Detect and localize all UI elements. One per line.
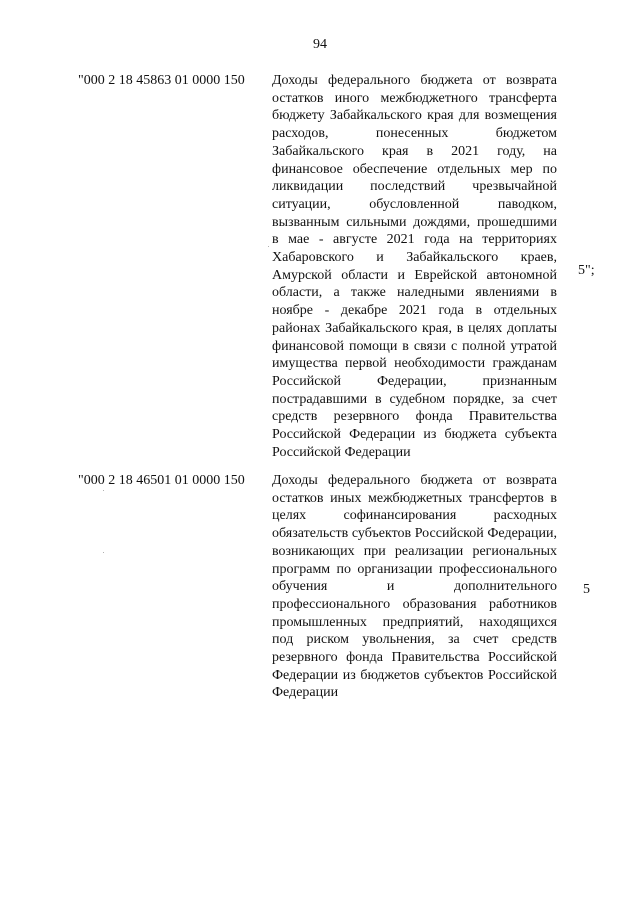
scan-speck [103,552,104,553]
budget-classification-code: "000 2 18 45863 01 0000 150 [78,73,245,88]
amount-value: 5"; [578,263,595,278]
page-number: 94 [313,37,327,52]
scan-speck [268,246,269,247]
revenue-description: Доходы федерального бюджета от возврата остатков иных межбюджетных трансфертов в целях софинансирования расходных обязательств субъектов Российской Федерации, возникающих при реализации региональных программ по организации профессионального обучения и дополнительного профессионального образования работников промышленных предприятий, находящихся под риском увольнения, за счет средств резервного фонда Правительства Российской Федерации из бюджетов субъектов Российской Федерации [272,473,557,701]
budget-classification-code: "000 2 18 46501 01 0000 150 [78,473,245,488]
revenue-description: Доходы федерального бюджета от возврата остатков иного межбюджетного трансферта бюджету Забайкальского края для возмещения расходов, понесенных бюджетом Забайкальского края в 2021 году, на финансовое обеспечение отдельных мер по ликвидации последствий чрезвычайной ситуации, обусловленной паводком, вызванным сильными дождями, прошедшими в мае - августе 2021 года на территориях Хабаровского и Забайкальского краев, Амурской области и Еврейской автономной области, а также наледными явлениями в ноябре - декабре 2021 года в отдельных районах Забайкальского края, в целях доплаты финансовой помощи в связи с полной утратой имущества первой необходимости гражданам Российской Федерации, признанным пострадавшими в судебном порядке, за счет средств резервного фонда Правительства Российской Федерации из бюджета субъекта Российской Федерации [272,73,557,460]
amount-value: 5 [583,582,590,597]
scan-speck [103,490,104,491]
